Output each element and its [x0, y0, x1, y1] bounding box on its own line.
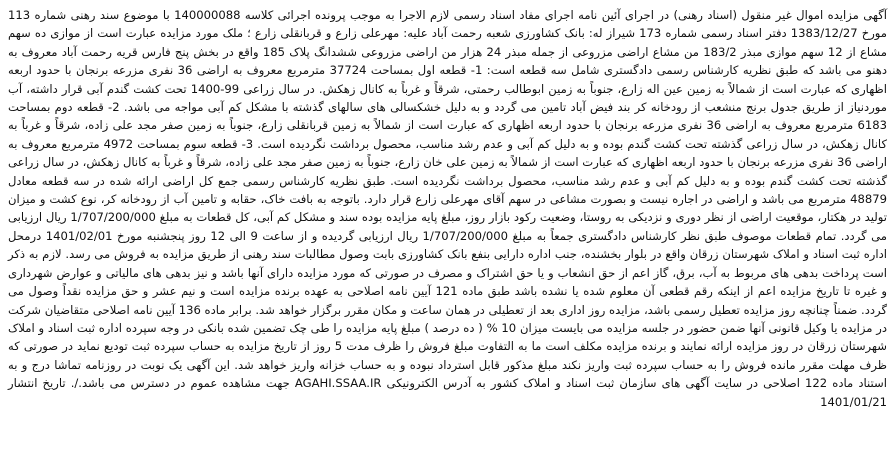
auction-notice-text: آگهی مزایده اموال غیر منقول (اسناد رهنی) در اجرای آئین نامه اجرای مفاد اسناد رسمی لازم الاجرا به موجب پرونده اجرائی کلاسه 140000088 با موضوع سند رهنی شماره 113 مورخ 1383/12/27 دفتر اسناد رسمی شماره 173 شیراز له: بانک کشاورزی شعبه رحمت آباد علیه: مهرعلی زارع و قربانقلی زارع ؛ ملک مورد مزایده عبارت است از موازی ده سهم مشاع از 12 سهم موازی مبذر 183/2 من مشاع اراضی مزروعی از جمله مبذر 24 هزار من اراضی مزروعی ششدانگ پلاک 185 واقع در بخش پنج فارس قریه رحمت آباد معروف به دهنو می باشد که طبق نظریه کارشناس رسمی دادگستری شامل سه قطعه است: 1- قطعه اول بمساحت 37724 مترمربع معروف به اراضی 36 نفری مزرعه برنجان با حدود اربعه اظهاری که عبارت است از شمالاً به زمین عین اله زارع، جنوباً به زمین ابوطالب رحمتی، شرقاً و غرباً به کانال زهکش. در سال زراعی 99-1400 تحت کشت گندم آبی قرار داشته، آب موردنیاز از طریق جدول برنج منشعب از رودخانه کر بند فیض آباد تامین می گردد و به دلیل خشکسالی های سالهای گذشته با مشکل کم آبی مواجه می باشد. 2- قطعه دوم بمساحت 6183 مترمربع معروف به اراضی 36 نفری مزرعه برنجان با حدود اربعه اظهاری که عبارت است از شمالاً به زمین قربانقلی زارع، جنوباً به زمین صفر مجد علی زاده، شرقاً و غرباً به کانال زهکش، در سال زراعی گذشته تحت کشت گندم بوده و به دلیل کم آبی و عدم رشد مناسب، محصول برداشت نگردیده است. 3- قطعه سوم بمساحت 4972 مترمربع معروف به اراضی 36 نفری مزرعه برنجان با حدود اربعه اظهاری که عبارت است از شمالاً به زمین علی خان زارع، جنوباً به زمین صفر مجد علی زاده، شرقاً و غرباً به کانال زهکش، در سال زراعی گذشته تحت کشت گندم بوده و به دلیل کم آبی و عدم رشد مناسب، محصول برداشت نگردیده است. طبق نظریه کارشناس رسمی جمع کل اراضی ارائه شده در سه قطعه معادل 48879 مترمربع می باشد و اراضی در اجاره نیست و بصورت مشاعی در سهم آقای مهرعلی زارع قرار دارد. باتوجه به بافت خاک، حقابه و تامین آب از رودخانه کر، نوع کشت و میزان تولید در هکتار، موقعیت اراضی از نظر دوری و نزدیکی به روستا، وضعیت رکود بازار روز، مبلغ پایه مزایده بوده سند و مشکل کم آبی، کل قطعات به مبلغ 1/707/200/000 ریال ارزیابی می گردد. تمام قطعات موصوف طبق نظر کارشناس دادگستری جمعاً به مبلغ 1/707/200/000 ریال ارزیابی گردیده و از ساعت 9 الی 12 روز پنجشنبه مورخ 1401/02/01 درمحل اداره ثبت اسناد و املاک شهرستان زرقان واقع در بلوار بخشنده، جنب اداره دارایی بنفع بانک کشاورزی بابت وصول مطالبات سند رهنی از طریق مزایده به فروش می رسد. لازم به ذکر است پرداخت بدهی های مربوط به آب، برق، گاز اعم از حق انشعاب و یا حق اشتراک و مصرف در صورتی که مورد مزایده دارای آنها باشد و نیز بدهی های مالیاتی و عوارض شهرداری و غیره تا تاریخ مزایده اعم از اینکه رقم قطعی آن معلوم شده یا نشده باشد طبق ماده 121 آیین نامه اصلاحی به عهده برنده مزایده است و نیم عشر و حق مزایده نقداً وصول می گردد. ضمناً چنانچه روز مزایده تعطیل رسمی باشد، مزایده روز اداری بعد از تعطیلی در همان ساعت و مکان مقرر برگزار خواهد شد. برابر ماده 136 آیین نامه اصلاحی متقاضیان شرکت در مزایده یا وکیل قانونی آنها ضمن حضور در جلسه مزایده می بایست میزان 10 % ( ده درصد ) مبلغ پایه مزایده را طی چک تضمین شده بانکی در وجه سپرده اداره ثبت اسناد و املاک شهرستان زرقان در روز مزایده ارائه نمایند و برنده مزایده مکلف است ما به التفاوت مبلغ فروش را ظرف مدت 5 روز از تاریخ مزایده به حساب سپرده ثبت تودیع نماید در صورتی که ظرف مهلت مقرر مانده فروش را به حساب سپرده ثبت واریز نکند مبلغ مذکور قابل استرداد نبوده و به حساب خزانه واریز خواهد شد. این آگهی یک نوبت در روزنامه تماشا درج و به استناد ماده 122 اصلاحی در سایت آگهی های سازمان ثبت اسناد و املاک کشور به آدرس الکترونیکی AGAHI.SSAA.IR جهت مشاهده عموم در دسترس می باشد./. تاریخ انتشار 1401/01/21: [8, 8, 887, 409]
